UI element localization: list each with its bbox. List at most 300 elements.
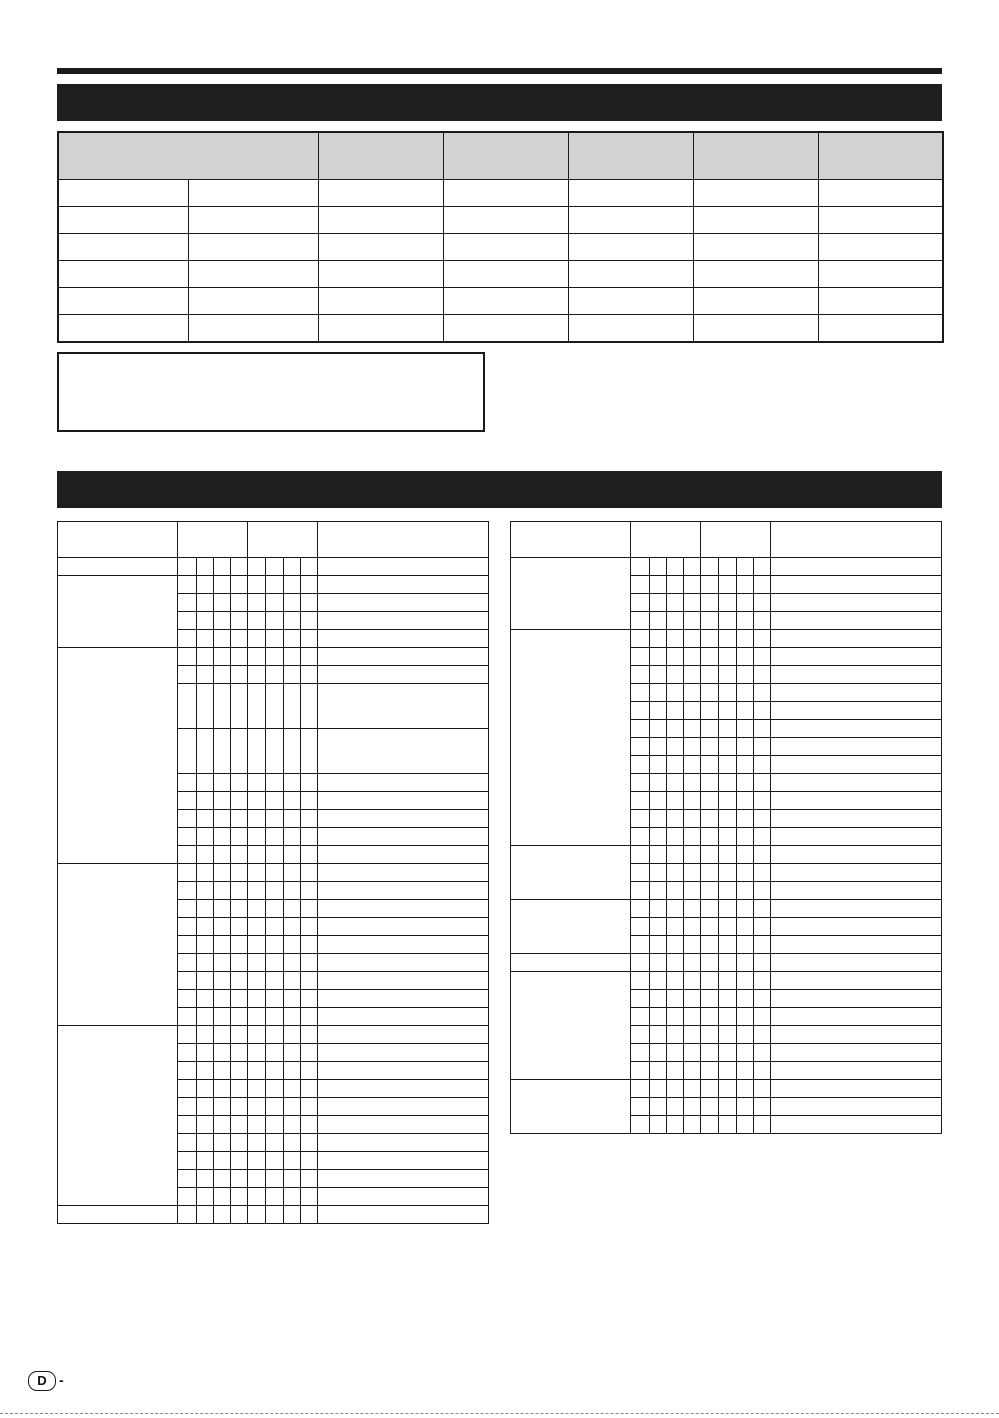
grid-mark-cell: [196, 1170, 213, 1188]
grid-desc-cell: [317, 828, 488, 846]
grid-mark-cell: [684, 558, 701, 576]
grid-mark-cell: [649, 1098, 666, 1116]
grid-desc-cell: [317, 558, 488, 576]
grid-mark-cell: [701, 864, 719, 882]
grid-mark-cell: [266, 1044, 283, 1062]
grid-mark-cell: [630, 882, 649, 900]
grid-mark-cell: [630, 1080, 649, 1098]
grid-mark-cell: [300, 648, 317, 666]
grid-desc-cell: [770, 972, 941, 990]
grid-mark-cell: [649, 810, 666, 828]
grid-mark-cell: [630, 810, 649, 828]
grid-mark-cell: [719, 936, 736, 954]
grid-mark-cell: [719, 594, 736, 612]
grid-mark-cell: [283, 648, 300, 666]
grid-mark-cell: [248, 864, 266, 882]
grid-header-row: [58, 522, 489, 558]
grid-mark-cell: [649, 936, 666, 954]
grid-mark-cell: [214, 684, 231, 729]
grid-header-desc: [317, 522, 488, 558]
grid-mark-cell: [266, 684, 283, 729]
grid-desc-cell: [317, 630, 488, 648]
grid-mark-cell: [300, 1098, 317, 1116]
grid-mark-cell: [701, 1116, 719, 1134]
grid-group-label: [58, 1026, 178, 1206]
grid-mark-cell: [753, 1008, 770, 1026]
grid-mark-cell: [719, 828, 736, 846]
grid-mark-cell: [649, 558, 666, 576]
grid-mark-cell: [719, 1116, 736, 1134]
grid-mark-cell: [177, 864, 196, 882]
grid-mark-cell: [630, 702, 649, 720]
grid-mark-cell: [300, 990, 317, 1008]
grid-mark-cell: [719, 738, 736, 756]
grid-mark-cell: [196, 1188, 213, 1206]
grid-mark-cell: [753, 792, 770, 810]
grid-desc-cell: [317, 972, 488, 990]
grid-mark-cell: [719, 972, 736, 990]
grid-mark-cell: [667, 936, 684, 954]
grid-mark-cell: [266, 594, 283, 612]
grid-mark-cell: [736, 594, 753, 612]
grid-mark-cell: [736, 648, 753, 666]
grid-mark-cell: [177, 1044, 196, 1062]
grid-mark-cell: [300, 954, 317, 972]
grid-mark-cell: [248, 828, 266, 846]
grid-mark-cell: [283, 882, 300, 900]
grid-mark-cell: [630, 900, 649, 918]
grid-mark-cell: [266, 648, 283, 666]
grid-mark-cell: [196, 1008, 213, 1026]
grid-mark-cell: [283, 729, 300, 774]
grid-desc-cell: [770, 720, 941, 738]
spec-cell: [818, 315, 943, 343]
grid-mark-cell: [266, 1080, 283, 1098]
grid-mark-cell: [630, 666, 649, 684]
grid-mark-cell: [701, 684, 719, 702]
grid-mark-cell: [266, 1206, 283, 1224]
grid-mark-cell: [231, 630, 248, 648]
grid-mark-cell: [649, 666, 666, 684]
grid-mark-cell: [300, 630, 317, 648]
grid-mark-cell: [214, 1044, 231, 1062]
grid-mark-cell: [300, 1026, 317, 1044]
grid-mark-cell: [719, 756, 736, 774]
grid-mark-cell: [266, 864, 283, 882]
grid-mark-cell: [196, 882, 213, 900]
grid-mark-cell: [753, 1026, 770, 1044]
grid-mark-cell: [630, 1044, 649, 1062]
grid-mark-cell: [214, 1098, 231, 1116]
grid-mark-cell: [630, 864, 649, 882]
grid-desc-cell: [317, 990, 488, 1008]
grid-mark-cell: [701, 918, 719, 936]
spec-cell: [568, 261, 693, 288]
grid-mark-cell: [248, 936, 266, 954]
grid-mark-cell: [667, 990, 684, 1008]
grid-desc-cell: [317, 936, 488, 954]
grid-desc-cell: [770, 954, 941, 972]
grid-desc-cell: [317, 1170, 488, 1188]
grid-row: [511, 900, 942, 918]
grid-mark-cell: [231, 1188, 248, 1206]
grid-mark-cell: [177, 648, 196, 666]
grid-mark-cell: [649, 738, 666, 756]
grid-mark-cell: [177, 900, 196, 918]
grid-mark-cell: [266, 1116, 283, 1134]
spec-cell: [58, 207, 188, 234]
grid-mark-cell: [667, 1080, 684, 1098]
grid-mark-cell: [266, 630, 283, 648]
grid-mark-cell: [283, 1098, 300, 1116]
grid-mark-cell: [231, 594, 248, 612]
grid-mark-cell: [283, 1170, 300, 1188]
spec-table: [57, 131, 944, 343]
grid-mark-cell: [630, 1026, 649, 1044]
spec-cell: [693, 261, 818, 288]
grid-group-label: [511, 846, 631, 900]
grid-header-group-a: [630, 522, 700, 558]
grid-desc-cell: [317, 1044, 488, 1062]
grid-mark-cell: [214, 792, 231, 810]
grid-mark-cell: [719, 1080, 736, 1098]
grid-mark-cell: [300, 1008, 317, 1026]
grid-mark-cell: [667, 702, 684, 720]
grid-mark-cell: [630, 1098, 649, 1116]
grid-mark-cell: [649, 1044, 666, 1062]
grid-mark-cell: [736, 918, 753, 936]
grid-mark-cell: [300, 1062, 317, 1080]
grid-group-label: [58, 648, 178, 864]
grid-desc-cell: [770, 792, 941, 810]
grid-mark-cell: [177, 1098, 196, 1116]
grid-mark-cell: [231, 900, 248, 918]
grid-mark-cell: [196, 1134, 213, 1152]
grid-mark-cell: [248, 1152, 266, 1170]
grid-mark-cell: [283, 936, 300, 954]
grid-mark-cell: [649, 900, 666, 918]
grid-mark-cell: [283, 666, 300, 684]
grid-mark-cell: [701, 1044, 719, 1062]
grid-desc-cell: [770, 936, 941, 954]
grid-mark-cell: [701, 594, 719, 612]
grid-mark-cell: [231, 918, 248, 936]
grid-mark-cell: [649, 1116, 666, 1134]
grid-mark-cell: [266, 576, 283, 594]
grid-mark-cell: [231, 828, 248, 846]
grid-mark-cell: [719, 792, 736, 810]
grid-row: [511, 954, 942, 972]
grid-mark-cell: [684, 648, 701, 666]
grid-mark-cell: [300, 729, 317, 774]
grid-mark-cell: [300, 1116, 317, 1134]
grid-mark-cell: [196, 990, 213, 1008]
grid-mark-cell: [684, 792, 701, 810]
grid-mark-cell: [266, 1008, 283, 1026]
grid-mark-cell: [630, 684, 649, 702]
grid-mark-cell: [701, 828, 719, 846]
spec-table-row: [58, 261, 943, 288]
grid-mark-cell: [719, 864, 736, 882]
grid-mark-cell: [667, 864, 684, 882]
grid-mark-cell: [214, 1206, 231, 1224]
grid-mark-cell: [719, 810, 736, 828]
grid-desc-cell: [770, 1044, 941, 1062]
grid-mark-cell: [283, 612, 300, 630]
spec-cell: [318, 207, 443, 234]
grid-mark-cell: [719, 918, 736, 936]
grid-mark-cell: [701, 1098, 719, 1116]
grid-mark-cell: [177, 1080, 196, 1098]
grid-mark-cell: [231, 954, 248, 972]
grid-mark-cell: [248, 972, 266, 990]
spec-cell: [318, 288, 443, 315]
grid-mark-cell: [266, 846, 283, 864]
grid-mark-cell: [196, 972, 213, 990]
grid-mark-cell: [196, 729, 213, 774]
grid-desc-cell: [770, 702, 941, 720]
grid-mark-cell: [719, 684, 736, 702]
grid-desc-cell: [770, 1008, 941, 1026]
grid-mark-cell: [667, 612, 684, 630]
grid-mark-cell: [753, 666, 770, 684]
spec-cell: [693, 315, 818, 343]
spec-table-row: [58, 315, 943, 343]
grid-mark-cell: [248, 810, 266, 828]
spec-cell: [188, 180, 318, 207]
grid-mark-cell: [231, 684, 248, 729]
grid-mark-cell: [701, 774, 719, 792]
grid-mark-cell: [753, 756, 770, 774]
grid-mark-cell: [753, 936, 770, 954]
grid-mark-cell: [701, 990, 719, 1008]
grid-mark-cell: [684, 594, 701, 612]
grid-mark-cell: [630, 972, 649, 990]
grid-row: [58, 558, 489, 576]
spec-cell: [693, 234, 818, 261]
grid-mark-cell: [214, 648, 231, 666]
grid-mark-cell: [177, 1062, 196, 1080]
grid-mark-cell: [300, 792, 317, 810]
grid-mark-cell: [177, 558, 196, 576]
grid-mark-cell: [649, 756, 666, 774]
grid-mark-cell: [719, 846, 736, 864]
grid-mark-cell: [283, 1062, 300, 1080]
grid-mark-cell: [248, 954, 266, 972]
grid-mark-cell: [684, 1026, 701, 1044]
spec-cell: [693, 207, 818, 234]
grid-mark-cell: [231, 810, 248, 828]
grid-mark-cell: [266, 936, 283, 954]
grid-desc-cell: [317, 1134, 488, 1152]
grid-header-row: [511, 522, 942, 558]
grid-desc-cell: [770, 846, 941, 864]
spec-cell: [188, 261, 318, 288]
grid-row: [58, 648, 489, 666]
grid-mark-cell: [196, 1152, 213, 1170]
grid-mark-cell: [196, 1116, 213, 1134]
grid-mark-cell: [196, 864, 213, 882]
spec-cell: [818, 180, 943, 207]
grid-mark-cell: [231, 1170, 248, 1188]
grid-mark-cell: [736, 846, 753, 864]
grid-mark-cell: [736, 702, 753, 720]
grid-mark-cell: [630, 990, 649, 1008]
grid-desc-cell: [770, 1098, 941, 1116]
grid-mark-cell: [667, 720, 684, 738]
grid-desc-cell: [770, 666, 941, 684]
grid-mark-cell: [248, 900, 266, 918]
spec-table-row: [58, 234, 943, 261]
grid-desc-cell: [317, 1008, 488, 1026]
grid-mark-cell: [283, 846, 300, 864]
spec-cell: [693, 288, 818, 315]
grid-desc-cell: [317, 882, 488, 900]
grid-mark-cell: [196, 630, 213, 648]
grid-mark-cell: [701, 648, 719, 666]
spec-header-cell: [443, 132, 568, 180]
grid-mark-cell: [283, 864, 300, 882]
grid-mark-cell: [196, 900, 213, 918]
grid-mark-cell: [283, 972, 300, 990]
grid-mark-cell: [214, 1008, 231, 1026]
grid-mark-cell: [300, 900, 317, 918]
grid-mark-cell: [248, 990, 266, 1008]
grid-row: [511, 630, 942, 648]
grid-mark-cell: [300, 1188, 317, 1206]
grid-mark-cell: [719, 882, 736, 900]
grid-mark-cell: [736, 612, 753, 630]
grid-mark-cell: [684, 864, 701, 882]
grid-mark-cell: [300, 774, 317, 792]
grid-mark-cell: [248, 1206, 266, 1224]
spec-cell: [443, 261, 568, 288]
grid-mark-cell: [649, 882, 666, 900]
spec-cell: [818, 261, 943, 288]
spec-cell: [693, 180, 818, 207]
grid-mark-cell: [283, 792, 300, 810]
grid-mark-cell: [753, 594, 770, 612]
grid-group-label: [511, 1080, 631, 1134]
grid-mark-cell: [300, 828, 317, 846]
grid-mark-cell: [684, 882, 701, 900]
grid-mark-cell: [177, 936, 196, 954]
grid-mark-cell: [753, 684, 770, 702]
grid-mark-cell: [649, 630, 666, 648]
grid-group-label: [58, 558, 178, 576]
grid-mark-cell: [248, 918, 266, 936]
grid-mark-cell: [667, 954, 684, 972]
grid-mark-cell: [753, 882, 770, 900]
grid-mark-cell: [214, 1080, 231, 1098]
grid-mark-cell: [266, 972, 283, 990]
grid-mark-cell: [177, 990, 196, 1008]
grid-mark-cell: [667, 900, 684, 918]
grid-mark-cell: [283, 1188, 300, 1206]
grid-desc-cell: [317, 612, 488, 630]
grid-desc-cell: [770, 1062, 941, 1080]
grid-mark-cell: [753, 828, 770, 846]
grid-mark-cell: [684, 1044, 701, 1062]
grid-mark-cell: [719, 576, 736, 594]
grid-mark-cell: [719, 1062, 736, 1080]
grid-mark-cell: [684, 972, 701, 990]
grid-mark-cell: [667, 1098, 684, 1116]
grid-mark-cell: [753, 900, 770, 918]
grid-mark-cell: [196, 1044, 213, 1062]
grid-mark-cell: [248, 594, 266, 612]
grid-mark-cell: [196, 1080, 213, 1098]
grid-mark-cell: [177, 1116, 196, 1134]
grid-mark-cell: [667, 576, 684, 594]
grid-mark-cell: [667, 1116, 684, 1134]
grid-row: [511, 972, 942, 990]
grid-mark-cell: [177, 666, 196, 684]
grid-mark-cell: [231, 1062, 248, 1080]
grid-mark-cell: [231, 1098, 248, 1116]
grid-mark-cell: [667, 1044, 684, 1062]
grid-mark-cell: [177, 1008, 196, 1026]
grid-mark-cell: [719, 648, 736, 666]
grid-mark-cell: [300, 1044, 317, 1062]
grid-mark-cell: [196, 1026, 213, 1044]
grid-mark-cell: [283, 990, 300, 1008]
grid-mark-cell: [300, 612, 317, 630]
grid-mark-cell: [736, 756, 753, 774]
spec-cell: [443, 315, 568, 343]
grid-mark-cell: [736, 1026, 753, 1044]
grid-mark-cell: [214, 972, 231, 990]
grid-group-label: [511, 900, 631, 954]
grid-mark-cell: [667, 882, 684, 900]
grid-mark-cell: [649, 594, 666, 612]
grid-mark-cell: [177, 882, 196, 900]
grid-group-label: [511, 558, 631, 630]
grid-mark-cell: [283, 1008, 300, 1026]
grid-mark-cell: [736, 774, 753, 792]
grid-mark-cell: [231, 792, 248, 810]
grid-mark-cell: [719, 990, 736, 1008]
grid-mark-cell: [177, 1152, 196, 1170]
note-box: [57, 352, 485, 432]
grid-mark-cell: [684, 1080, 701, 1098]
grid-mark-cell: [649, 864, 666, 882]
grid-mark-cell: [753, 864, 770, 882]
grid-desc-cell: [770, 990, 941, 1008]
grid-mark-cell: [684, 990, 701, 1008]
grid-mark-cell: [248, 792, 266, 810]
grid-desc-cell: [317, 1098, 488, 1116]
spec-cell: [58, 315, 188, 343]
grid-desc-cell: [770, 810, 941, 828]
grid-mark-cell: [266, 1188, 283, 1206]
grid-mark-cell: [300, 810, 317, 828]
grid-group-label: [511, 972, 631, 1080]
grid-mark-cell: [196, 1062, 213, 1080]
grid-desc-cell: [317, 666, 488, 684]
grid-mark-cell: [736, 666, 753, 684]
grid-mark-cell: [283, 954, 300, 972]
grid-desc-cell: [317, 684, 488, 729]
spec-cell: [443, 180, 568, 207]
grid-mark-cell: [630, 612, 649, 630]
grid-mark-cell: [736, 1098, 753, 1116]
page-badge: D: [28, 1371, 56, 1391]
grid-mark-cell: [231, 774, 248, 792]
grid-mark-cell: [684, 846, 701, 864]
grid-mark-cell: [214, 1188, 231, 1206]
grid-mark-cell: [214, 828, 231, 846]
